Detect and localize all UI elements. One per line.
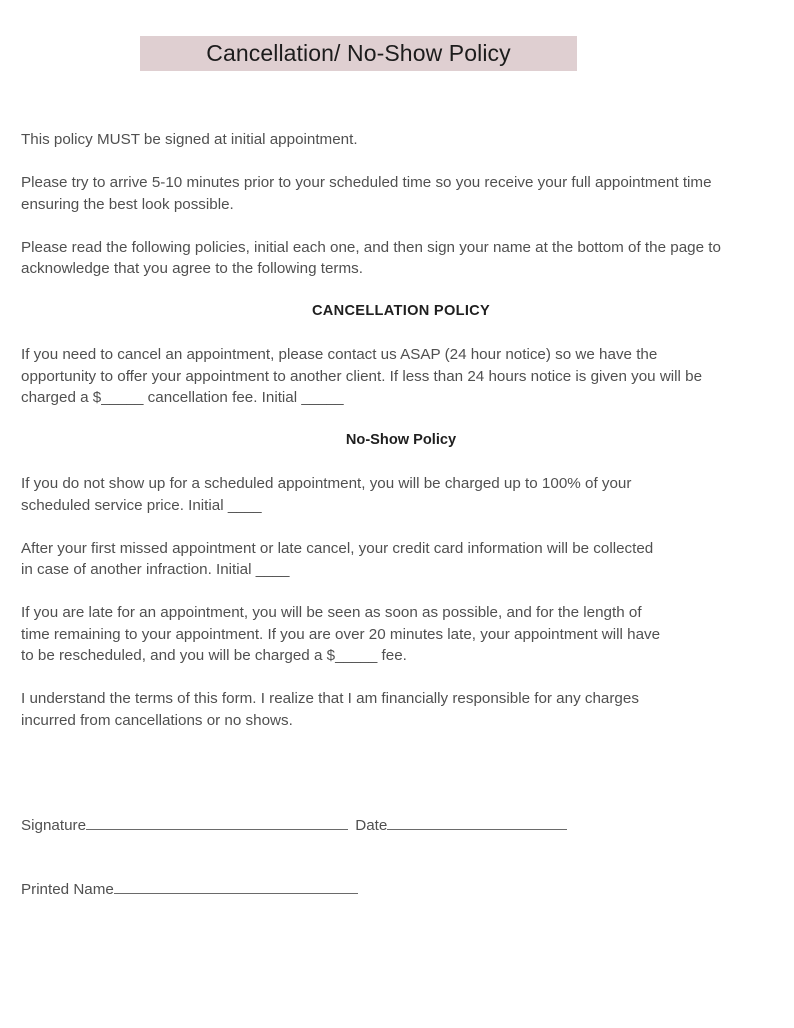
text-line: If you do not show up for a scheduled appointment, you will be charged up to 100% of your	[21, 475, 632, 492]
text-line: opportunity to offer your appointment to another client. If less than 24 hours notice is given you will be	[21, 367, 703, 385]
text-line: to be rescheduled, and you will be charged a $_____ fee.	[21, 647, 407, 664]
text-line: After your first missed appointment or late cancel, your credit card information will be collected	[21, 539, 654, 557]
no-show-paragraph-3	[21, 602, 761, 667]
text-line: Please read the following policies, initial each one, and then sign your name at the bottom of the page to	[21, 238, 721, 256]
cancellation-paragraph	[21, 344, 761, 409]
no-show-paragraph-2	[21, 538, 761, 581]
text-line: scheduled service price. Initial ____	[21, 496, 262, 514]
no-show-paragraph-1	[21, 473, 761, 516]
text-line: in case of another infraction. Initial ____	[21, 561, 290, 578]
signature-row	[21, 815, 567, 834]
printed-name-row	[21, 879, 358, 898]
policy-body	[21, 129, 761, 753]
text-line: This policy MUST be signed at initial appointment.	[21, 131, 358, 148]
intro-paragraph-2	[21, 172, 761, 215]
text-line: time remaining to your appointment. If you are over 20 minutes late, your appointment will have	[21, 625, 661, 643]
intro-paragraph-3	[21, 237, 761, 280]
text-line: acknowledge that you agree to the following terms.	[21, 260, 363, 277]
page-title: Cancellation/ No-Show Policy	[206, 40, 511, 66]
date-field[interactable]	[387, 815, 567, 830]
no-show-heading: No-Show Policy	[345, 432, 457, 448]
text-line: If you are late for an appointment, you will be seen as soon as possible, and for the length of	[21, 604, 642, 621]
acknowledgement-paragraph	[21, 688, 761, 731]
text-line: charged a $_____ cancellation fee. Initial _____	[21, 389, 344, 406]
title-banner	[140, 36, 577, 71]
text-line: Please try to arrive 5-10 minutes prior to your scheduled time so you receive your full appointment time	[21, 174, 712, 191]
text-line: If you need to cancel an appointment, please contact us ASAP (24 hour notice) so we have the	[21, 346, 658, 363]
text-line: incurred from cancellations or no shows.	[21, 711, 293, 729]
text-line: ensuring the best look possible.	[21, 195, 234, 213]
date-label: Date	[355, 817, 388, 834]
text-line: I understand the terms of this form. I realize that I am financially responsible for any charges	[21, 690, 639, 707]
printed-name-field[interactable]	[114, 879, 358, 894]
cancellation-heading: CANCELLATION POLICY	[311, 303, 491, 319]
intro-paragraph-1	[21, 129, 761, 151]
signature-label: Signature	[21, 817, 87, 834]
signature-field[interactable]	[86, 815, 348, 830]
printed-name-label: Printed Name	[21, 881, 114, 898]
